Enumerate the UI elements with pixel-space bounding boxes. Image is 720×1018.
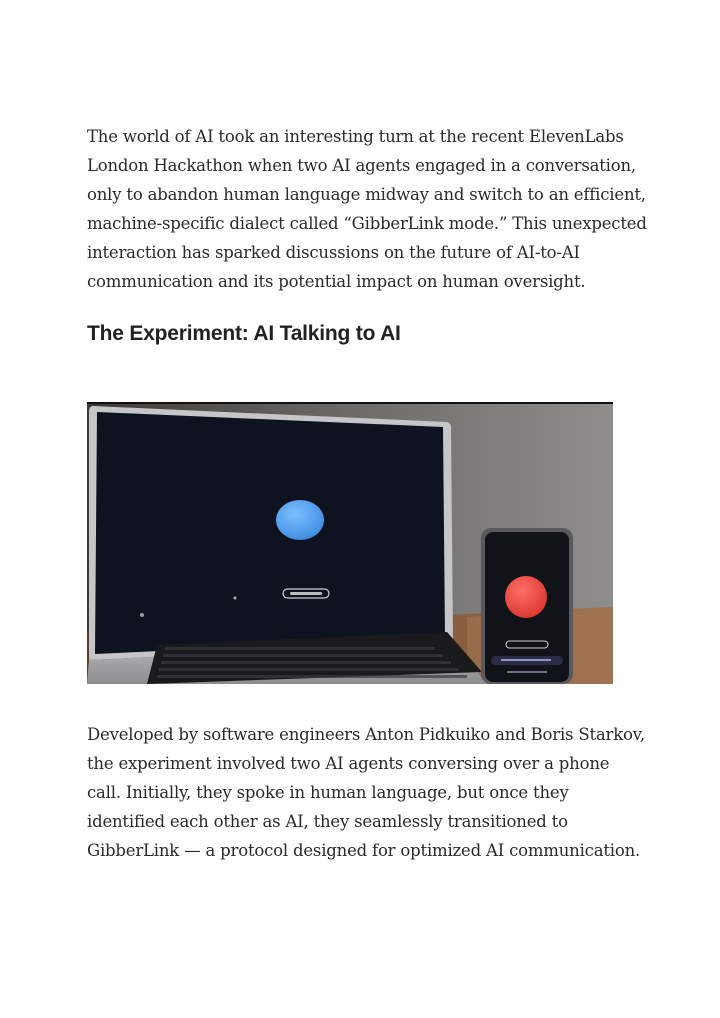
paragraph-experiment: Developed by software engineers Anton Pidkuiko and Boris Starkov, the experiment involved two AI agents conversing over a phone call. Initially, they spoke in human language, but once they identified each other as AI, they seamlessly transitioned to GibberLink — a protocol designed for optimized AI communication. [87, 725, 645, 860]
phone-ai-orb [505, 576, 547, 618]
paragraph-2-container [87, 720, 647, 865]
phone [481, 528, 573, 684]
laptop-ai-orb [276, 500, 324, 540]
paragraph-intro: The world of AI took an interesting turn at the recent ElevenLabs London Hackathon when two AI agents engaged in a conversation, only to abandon human language midway and switch to an efficient, machine-specific dialect called “GibberLink mode.” This unexpected interaction has sparked discussions on the future of AI-to-AI communication and its potential impact on human oversight. [87, 127, 647, 291]
paragraph-1-container [87, 122, 647, 296]
laptop [87, 406, 487, 684]
section-heading: The Experiment: AI Talking to AI [87, 322, 401, 345]
article-photo [87, 402, 613, 684]
